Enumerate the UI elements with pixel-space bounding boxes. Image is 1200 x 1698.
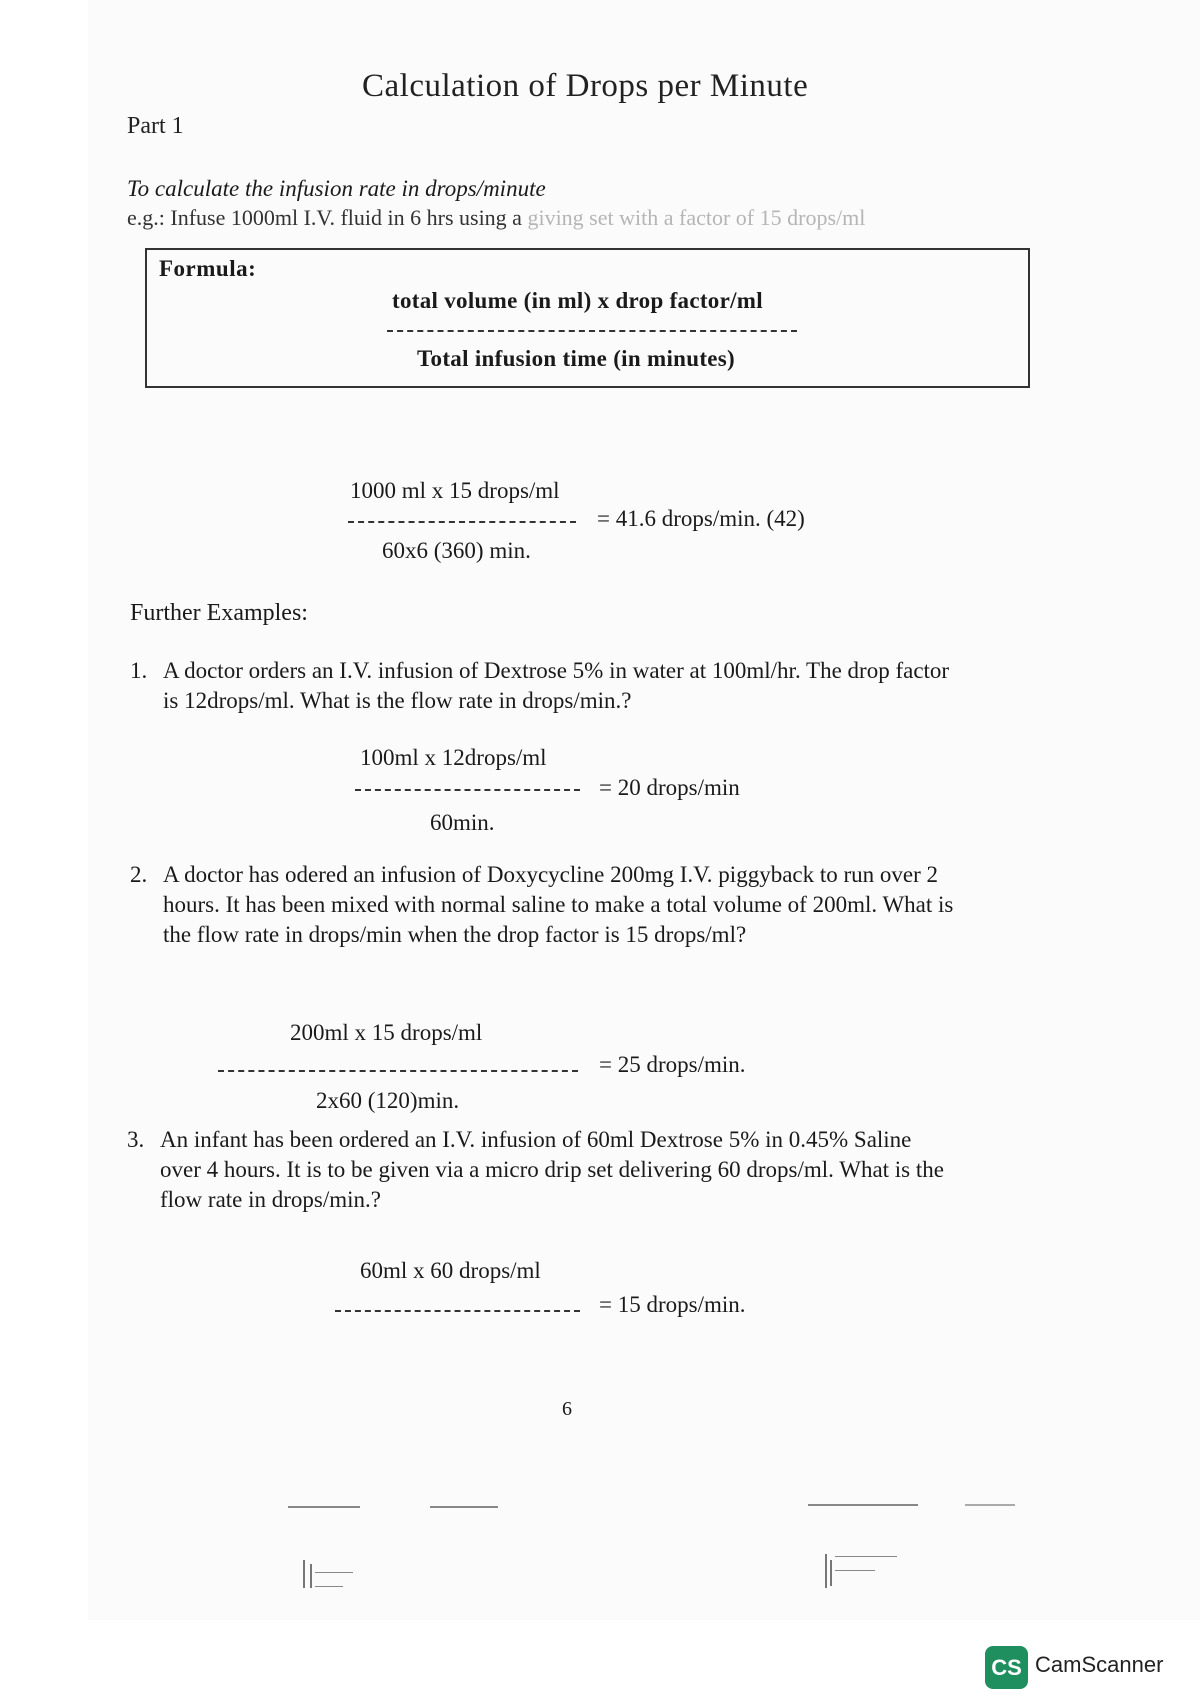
q2-numerator: 200ml x 15 drops/ml	[290, 1020, 483, 1045]
camscanner-label: CamScanner	[1035, 1652, 1164, 1677]
camscanner-logo-icon: CS	[985, 1646, 1028, 1689]
question-line: the flow rate in drops/min when the drop factor is 15 drops/ml?	[163, 922, 747, 947]
part-label: Part 1	[127, 113, 184, 139]
question-number: 2.	[130, 862, 148, 887]
question-line: hours. It has been mixed with normal saline to make a total volume of 200ml. What is	[163, 892, 954, 917]
page-number: 6	[562, 1398, 572, 1420]
bleed-through-mark	[835, 1556, 897, 1557]
example-faded: giving set with a factor of 15 drops/ml	[527, 205, 866, 230]
question-3	[127, 1125, 944, 1215]
q1-numerator: 100ml x 12drops/ml	[360, 745, 547, 770]
question-line: An infant has been ordered an I.V. infusion of 60ml Dextrose 5% in 0.45% Saline	[160, 1127, 912, 1152]
question-line: over 4 hours. It is to be given via a micro drip set delivering 60 drops/ml. What is the	[160, 1157, 944, 1182]
question-line: flow rate in drops/min.?	[160, 1187, 382, 1212]
further-examples-heading: Further Examples:	[130, 600, 308, 626]
q1-denominator: 60min.	[430, 810, 495, 835]
bleed-through-mark	[835, 1570, 875, 1571]
bleed-through-mark	[808, 1504, 918, 1506]
q3-fraction-line	[335, 1310, 580, 1312]
bleed-through-mark	[315, 1572, 353, 1573]
document-title: Calculation of Drops per Minute	[362, 68, 809, 104]
q1-result: = 20 drops/min	[599, 775, 740, 800]
bleed-through-mark	[315, 1586, 343, 1587]
example-fraction-line	[348, 521, 576, 523]
example-denominator: 60x6 (360) min.	[382, 538, 531, 563]
bleed-through-mark	[288, 1506, 360, 1508]
bleed-through-mark	[830, 1560, 832, 1586]
example-prefix: e.g.: Infuse 1000ml I.V. fluid in 6 hrs using a	[127, 205, 522, 230]
question-line: A doctor orders an I.V. infusion of Dextrose 5% in water at 100ml/hr. The drop factor	[163, 658, 950, 683]
q2-result: = 25 drops/min.	[599, 1052, 746, 1077]
bleed-through-mark	[825, 1554, 827, 1588]
scanned-page	[88, 0, 1200, 1620]
example-numerator: 1000 ml x 15 drops/ml	[350, 478, 560, 503]
q1-fraction-line	[355, 789, 580, 791]
question-2	[130, 860, 954, 950]
q3-numerator: 60ml x 60 drops/ml	[360, 1258, 541, 1283]
example-result: = 41.6 drops/min. (42)	[597, 506, 805, 531]
example-text	[127, 205, 865, 231]
bleed-through-mark	[430, 1506, 498, 1508]
intro-text: To calculate the infusion rate in drops/minute	[127, 176, 546, 201]
question-number: 3.	[127, 1127, 145, 1152]
formula-label: Formula:	[159, 256, 257, 281]
bleed-through-mark	[303, 1560, 305, 1588]
formula-denominator: Total infusion time (in minutes)	[417, 346, 736, 371]
formula-numerator: total volume (in ml) x drop factor/ml	[392, 288, 763, 313]
formula-box	[145, 248, 1030, 388]
q2-denominator: 2x60 (120)min.	[316, 1088, 460, 1113]
bleed-through-mark	[965, 1504, 1015, 1506]
question-line: A doctor has odered an infusion of Doxycycline 200mg I.V. piggyback to run over 2	[163, 862, 939, 887]
q2-fraction-line	[218, 1070, 578, 1072]
bleed-through-mark	[310, 1564, 312, 1588]
q3-result: = 15 drops/min.	[599, 1292, 746, 1317]
question-number: 1.	[130, 658, 148, 683]
question-line: is 12drops/ml. What is the flow rate in drops/min.?	[163, 688, 632, 713]
formula-fraction-line	[387, 330, 797, 332]
question-1	[130, 656, 950, 716]
